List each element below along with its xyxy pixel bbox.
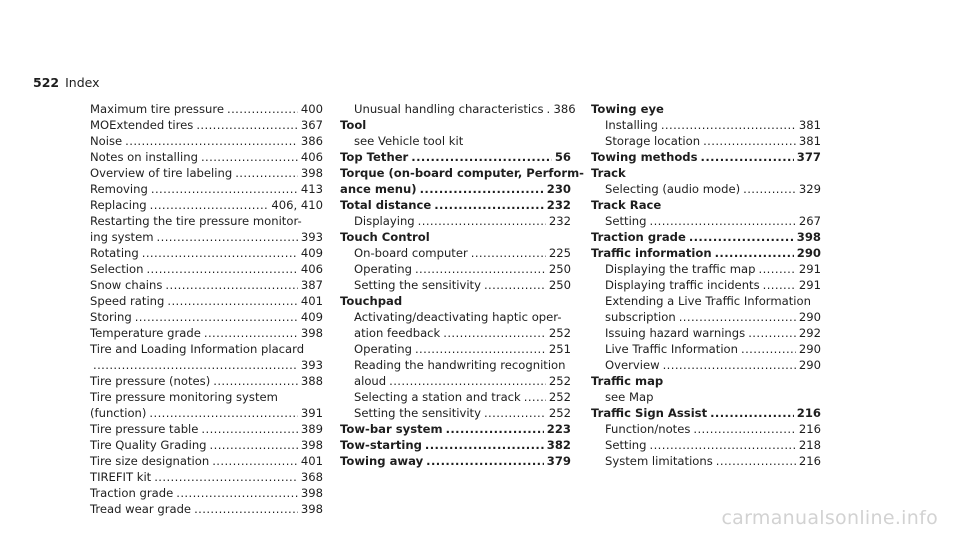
entry-text: Speed rating [90,294,165,308]
entry-text: Storage location [605,134,701,148]
page-reference: 401 [300,294,323,308]
entry-text: Selecting a station and track [354,390,521,404]
dot-leader [763,277,796,293]
dot-leader [650,213,796,229]
entry-text: Tow-bar system [340,422,443,436]
entry-text: Tread wear grade [90,502,192,516]
dot-leader [420,181,544,197]
dot-leader [235,165,298,181]
dot-leader [748,325,796,341]
page-reference: 387 [300,278,323,292]
index-subentry [340,277,571,293]
page-reference: 367 [300,118,323,132]
entry-text: Traction grade [90,486,174,500]
entry-text: Towing eye [591,102,664,116]
entry-text: see Vehicle tool kit [354,134,464,148]
index-subentry [340,389,571,405]
index-entry [90,101,323,117]
index-subentry [591,213,821,229]
entry-text: Displaying traffic incidents [605,278,760,292]
entry-text: Setting [605,214,647,228]
dot-leader [446,421,544,437]
index-entry [90,245,323,261]
page-reference: 401 [300,454,323,468]
dot-leader [426,453,544,469]
page-reference: 391 [300,406,323,420]
dot-leader [759,261,796,277]
dot-leader [150,197,269,213]
entry-text: Traffic Sign Assist [591,406,708,420]
entry-text: Overview [605,358,660,372]
page-reference: 232 [548,214,571,228]
index-subentry [340,405,571,421]
index-entry [90,421,323,437]
index-heading [591,245,821,261]
page-reference: 409 [300,310,323,324]
dot-leader [703,133,796,149]
entry-text: Tire and Loading Information placard [90,342,305,356]
index-entry [90,229,323,245]
index-entry [90,437,323,453]
index-subentry [591,133,821,149]
dot-leader [142,245,298,261]
entry-text: Maximum tire pressure [90,102,224,116]
page-reference: 216 [798,454,821,468]
page-reference: 398 [300,166,323,180]
dot-leader [415,261,546,277]
dot-leader [443,325,546,341]
index-heading [340,437,571,453]
index-heading [340,453,571,469]
watermark: carmanualsonline.info [721,507,938,529]
index-entry [90,357,323,373]
page-reference: 291 [798,278,821,292]
index-entry [90,373,323,389]
entry-text: see Map [605,390,654,404]
page-reference: 56 [554,150,571,164]
entry-text: Tire pressure (notes) [90,374,211,388]
index-subentry [591,389,821,405]
entry-text: Top Tether [340,150,409,164]
page-reference: 250 [548,262,571,276]
entry-text: Setting the sensitivity [354,278,481,292]
entry-text: ance menu) [340,182,417,196]
index-entry [90,325,323,341]
entry-text: Snow chains [90,278,163,292]
entry-text: Traffic map [591,374,664,388]
dot-leader [210,437,298,453]
page-reference: 267 [798,214,821,228]
dot-leader [663,357,796,373]
entry-text: Live Traffic Information [605,342,738,356]
page-reference: 368 [300,470,323,484]
index-entry [90,309,323,325]
dot-leader [196,117,298,133]
page-reference: 381 [798,134,821,148]
entry-text: TIREFIT kit [90,470,152,484]
index-entry [90,149,323,165]
index-entry [90,117,323,133]
page-reference: 250 [548,278,571,292]
page-reference: 251 [548,342,571,356]
index-heading [591,229,821,245]
page-reference: 398 [300,502,323,516]
dot-leader [165,277,297,293]
index-subentry [340,213,571,229]
index-heading [340,197,571,213]
entry-text: Displaying [354,214,415,228]
index-subentry [591,309,821,325]
page-header [33,75,100,91]
index-heading [591,149,821,165]
dot-leader [212,453,298,469]
entry-text: Operating [354,262,412,276]
index-entry [90,293,323,309]
index-subentry [591,277,821,293]
page-reference: 290 [798,358,821,372]
entry-text: Track [591,166,626,180]
dot-leader [151,181,298,197]
index-subentry [591,117,821,133]
dot-leader [389,373,546,389]
page-reference: 406 [300,262,323,276]
index-subentry [340,357,571,373]
dot-leader [204,325,298,341]
index-subentry [591,181,821,197]
dot-leader [418,213,546,229]
entry-text: Activating/deactivating haptic oper- [354,310,562,324]
dot-leader [715,245,794,261]
entry-text: Tow-starting [340,438,422,452]
page-reference: 386 [300,134,323,148]
entry-text: Extending a Live Traffic Information [605,294,811,308]
index-entry [90,277,323,293]
index-heading [340,421,571,437]
entry-text: Towing methods [591,150,698,164]
section-title: Index [65,75,100,90]
index-subentry [340,341,571,357]
dot-leader [194,501,298,517]
dot-leader [176,485,298,501]
page-reference: 225 [548,246,571,260]
dot-leader [415,341,546,357]
dot-leader [650,437,796,453]
page-reference: 388 [300,374,323,388]
page-reference: 386 [553,102,576,116]
entry-text: Reading the handwriting recognition [354,358,566,372]
index-subentry [591,325,821,341]
index-subentry [591,437,821,453]
page-reference: 252 [548,374,571,388]
dot-leader [157,229,298,245]
page-reference: 400 [300,102,323,116]
entry-text: Temperature grade [90,326,201,340]
entry-text: Removing [90,182,148,196]
dot-leader [701,149,794,165]
index-subentry [591,293,821,309]
entry-text: Selection [90,262,144,276]
dot-leader [201,149,298,165]
index-entry [90,165,323,181]
entry-text: Noise [90,134,123,148]
index-subentry [591,421,821,437]
dot-leader [167,293,297,309]
page-reference: 393 [300,358,323,372]
page-reference: 329 [798,182,821,196]
index-subentry [340,245,571,261]
index-heading [591,373,821,389]
entry-text: Storing [90,310,132,324]
index-subentry [340,309,571,325]
page-reference: 377 [796,150,821,164]
entry-text: On-board computer [354,246,468,260]
dot-leader [484,405,546,421]
entry-text: MOExtended tires [90,118,194,132]
page-reference: 409 [300,246,323,260]
page-reference: 216 [798,422,821,436]
entry-text: Rotating [90,246,139,260]
index-entry [90,485,323,501]
entry-text: Installing [605,118,658,132]
page-reference: 389 [300,422,323,436]
page-reference: 252 [548,390,571,404]
page-reference: 406, 410 [271,198,323,212]
dot-leader [661,117,796,133]
index-entry [90,405,323,421]
entry-text: Unusual handling characteristics [354,102,544,116]
entry-text: Issuing hazard warnings [605,326,746,340]
index-subentry [591,341,821,357]
entry-text: Operating [354,342,412,356]
entry-text: Tire pressure table [90,422,199,436]
index-subentry [591,261,821,277]
index-subentry [340,325,571,341]
index-heading [340,165,584,181]
page-reference: 381 [798,118,821,132]
index-entry [90,197,323,213]
dot-leader [710,405,794,421]
page-reference: 398 [300,326,323,340]
page-reference: 382 [546,438,571,452]
entry-text: Torque (on-board computer, Perform- [340,166,584,180]
index-column-3 [591,101,821,469]
dot-leader [135,309,298,325]
page-reference: 216 [796,406,821,420]
dot-leader [201,421,297,437]
dot-leader [679,309,796,325]
index-heading [340,117,571,133]
entry-text: Traffic information [591,246,712,260]
dot-leader [93,357,298,373]
entry-text: ing system [90,230,154,244]
entry-text: Track Race [591,198,662,212]
entry-text: Restarting the tire pressure monitor- [90,214,302,228]
dot-leader [741,341,796,357]
page-reference: 413 [300,182,323,196]
entry-text: Total distance [340,198,432,212]
page-reference: 398 [300,486,323,500]
dot-leader [693,421,795,437]
entry-text: Selecting (audio mode) [605,182,741,196]
index-entry [90,341,323,357]
entry-text: Touchpad [340,294,403,308]
entry-text: Overview of tire labeling [90,166,233,180]
page-reference: 223 [546,422,571,436]
dot-leader [689,229,794,245]
page-reference: 232 [546,198,571,212]
index-subentry [340,133,571,149]
entry-text: Traction grade [591,230,686,244]
index-heading [340,149,571,165]
page-reference: 291 [798,262,821,276]
dot-leader [425,437,544,453]
entry-text: Tire pressure monitoring system [90,390,278,404]
entry-text: Tire size designation [90,454,210,468]
page-reference: 252 [548,406,571,420]
index-subentry [340,261,571,277]
index-subentry [591,357,821,373]
dot-leader [484,277,546,293]
index-heading [340,181,571,197]
entry-text: Notes on installing [90,150,198,164]
entry-text: Setting [605,438,647,452]
dot-leader [125,133,298,149]
entry-text: Function/notes [605,422,691,436]
page-reference: 290 [796,246,821,260]
index-column-1 [90,101,323,517]
dot-leader [716,453,796,469]
entry-text: subscription [605,310,676,324]
index-heading [591,197,821,213]
page-reference: 379 [546,454,571,468]
index-subentry [340,101,576,117]
page-reference: 398 [300,438,323,452]
index-heading [591,405,821,421]
dot-leader [154,469,298,485]
index-column-2 [340,101,584,469]
entry-text: Touch Control [340,230,430,244]
entry-text: aloud [354,374,387,388]
index-entry [90,453,323,469]
index-entry [90,261,323,277]
entry-text: System limitations [605,454,713,468]
entry-text: Setting the sensitivity [354,406,481,420]
index-entry [90,501,323,517]
entry-text: Replacing [90,198,147,212]
index-subentry [591,453,821,469]
dot-leader [471,245,546,261]
index-entry [90,389,323,405]
page-reference: 393 [300,230,323,244]
page-reference: 292 [798,326,821,340]
index-heading [340,293,571,309]
index-heading [591,101,821,117]
page-reference: 218 [798,438,821,452]
dot-leader [411,149,552,165]
entry-text: Tire Quality Grading [90,438,207,452]
page-reference: 290 [798,342,821,356]
index-heading [340,229,571,245]
entry-text: Towing away [340,454,424,468]
page-reference: 230 [546,182,571,196]
dot-leader [547,101,551,117]
page-reference: 252 [548,326,571,340]
dot-leader [524,389,546,405]
page-number: 522 [33,75,60,90]
page-reference: 398 [796,230,821,244]
index-entry [90,213,323,229]
index-entry [90,469,323,485]
index-subentry [340,373,571,389]
entry-text: Displaying the traffic map [605,262,756,276]
entry-text: (function) [90,406,147,420]
dot-leader [743,181,796,197]
entry-text: ation feedback [354,326,441,340]
dot-leader [213,373,298,389]
dot-leader [227,101,298,117]
index-entry [90,133,323,149]
page-reference: 406 [300,150,323,164]
index-entry [90,181,323,197]
dot-leader [149,405,297,421]
dot-leader [434,197,544,213]
entry-text: Tool [340,118,367,132]
page-reference: 290 [798,310,821,324]
index-heading [591,165,821,181]
dot-leader [146,261,297,277]
